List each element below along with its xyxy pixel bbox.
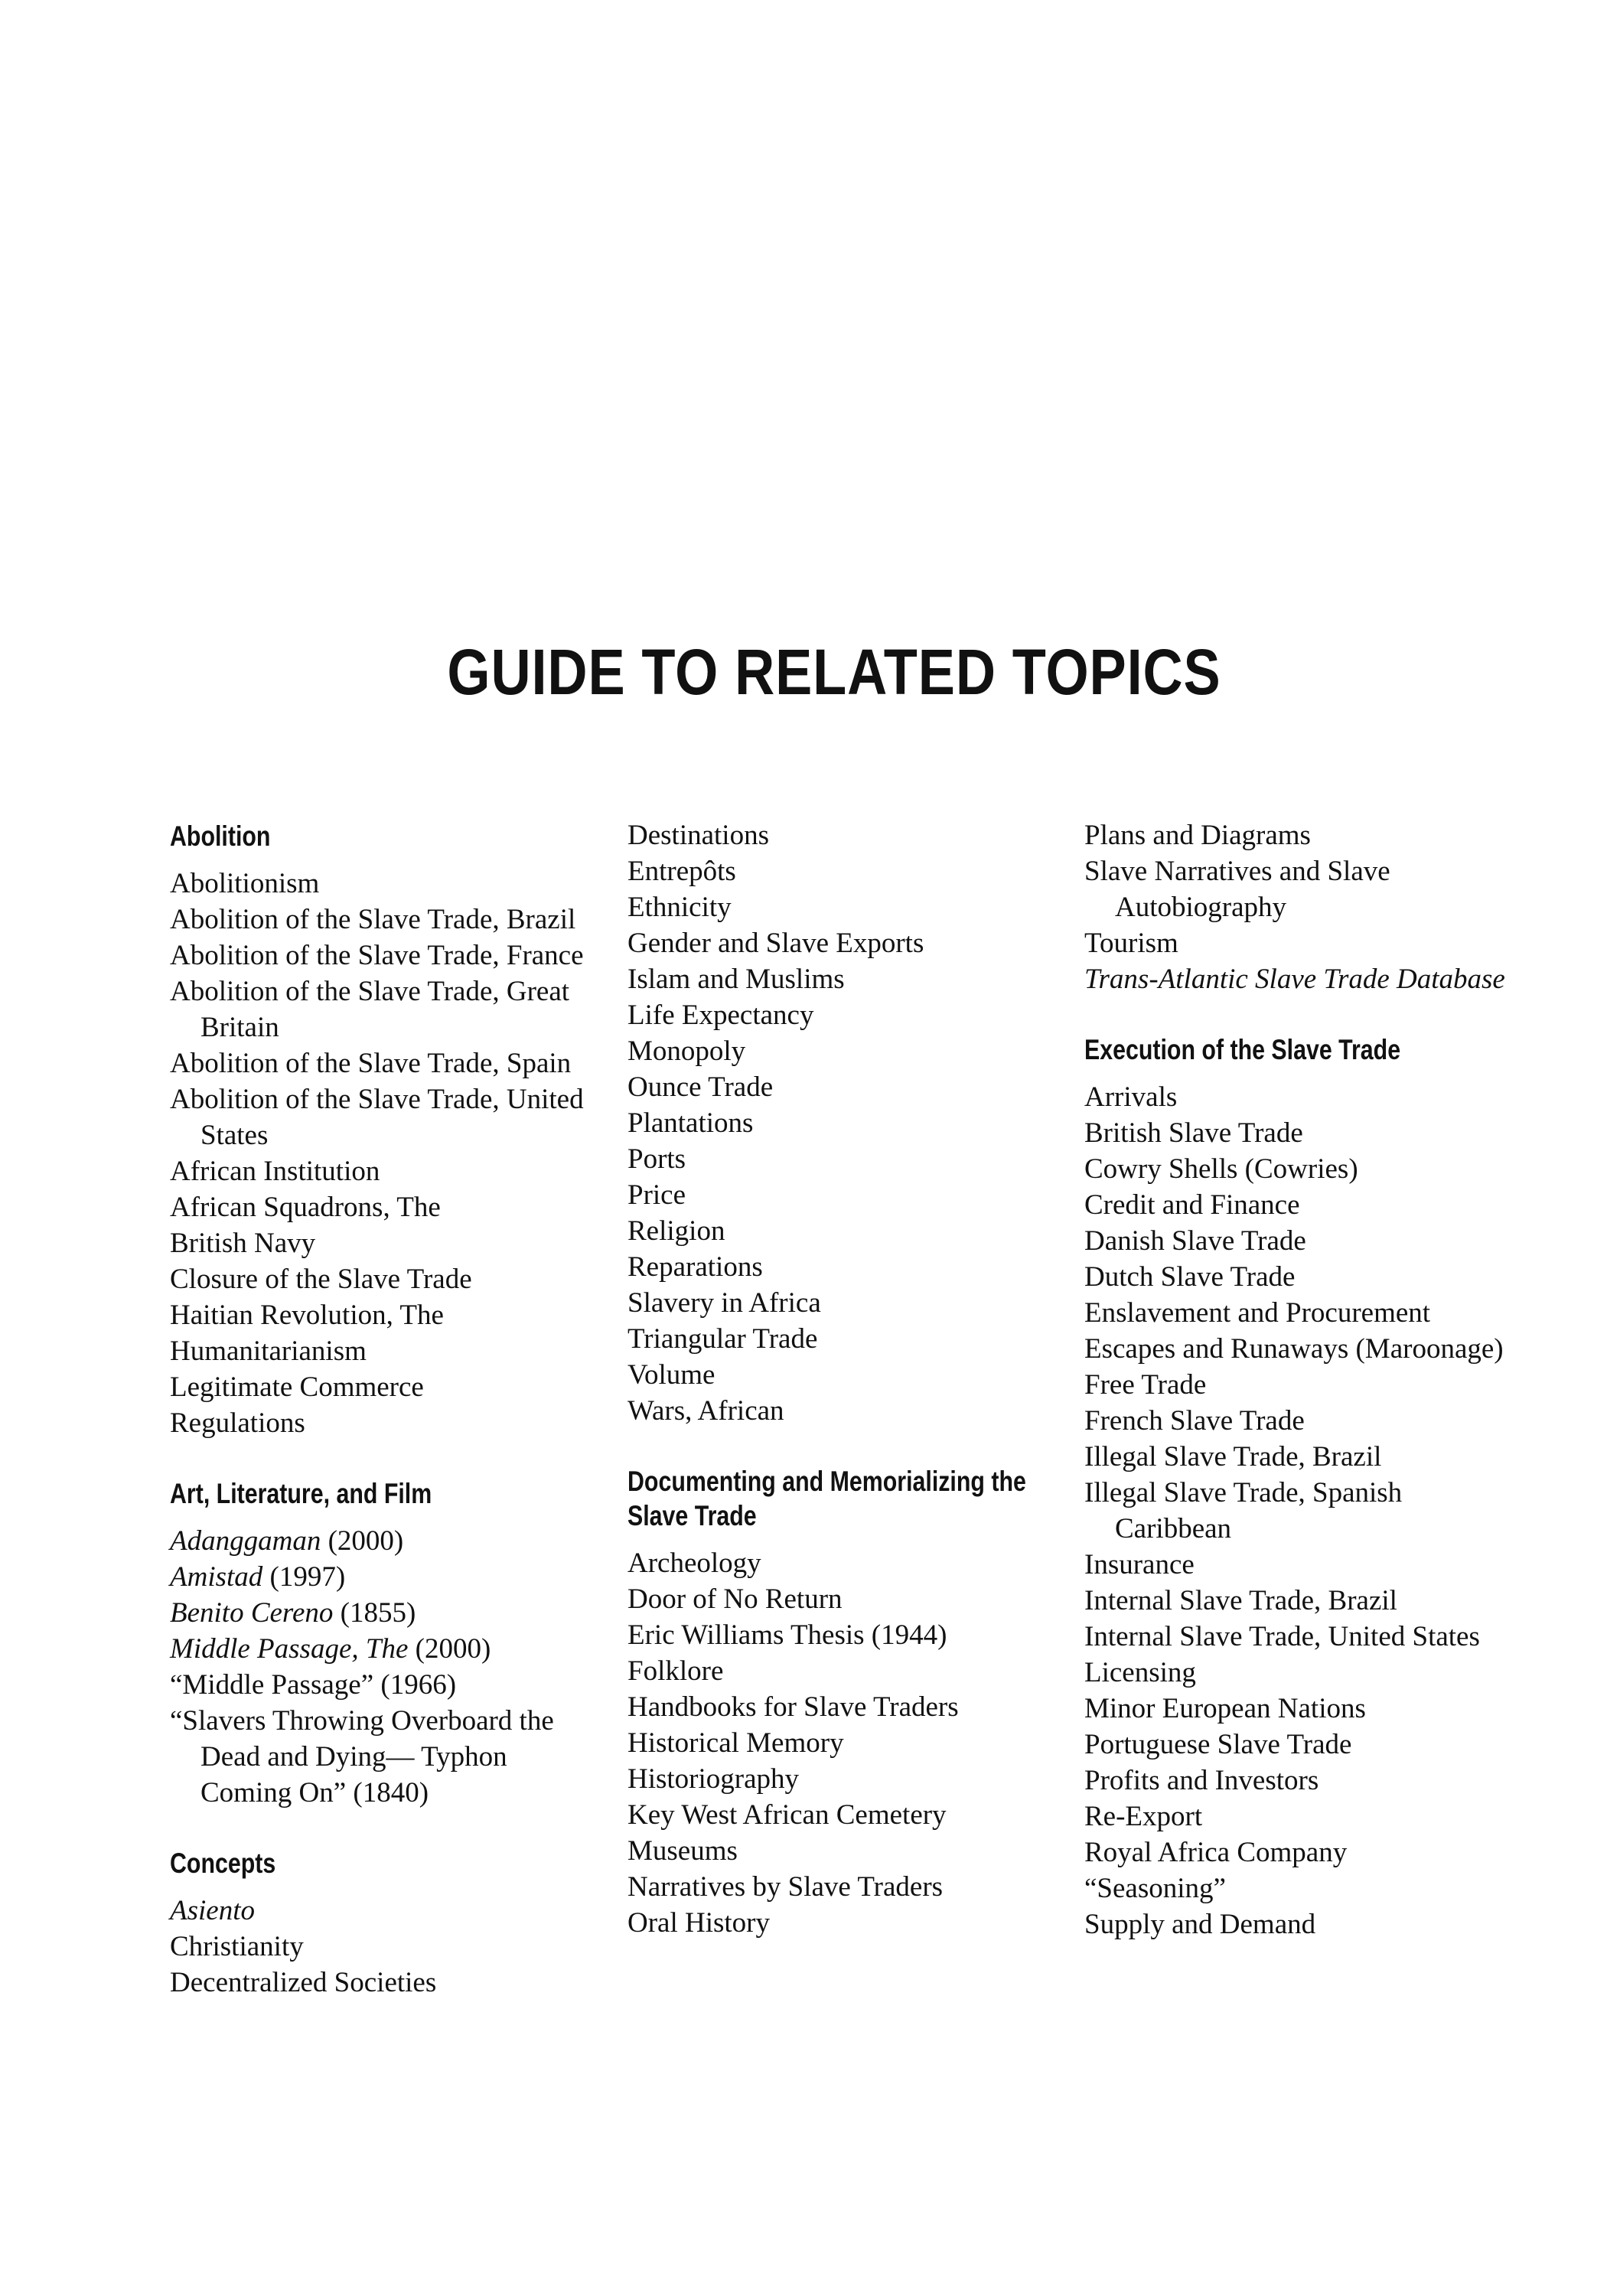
section-heading: Abolition — [170, 820, 271, 852]
topic-entry — [627, 817, 1056, 853]
topic-entry-title: Adanggaman — [170, 1525, 321, 1557]
topic-entry — [170, 974, 598, 1045]
topic-entry-text: (1855) — [333, 1597, 416, 1629]
topic-entry-text: Credit and Finance — [1084, 1189, 1300, 1221]
topic-entry-text: “Seasoning” — [1084, 1873, 1226, 1904]
topic-entry — [170, 1523, 598, 1559]
topic-entry — [1084, 1475, 1513, 1547]
topic-entry-text: Insurance — [1084, 1549, 1195, 1580]
topic-entry-text: Minor European Nations — [1084, 1693, 1366, 1724]
topic-entry-text: Islam and Muslims — [627, 964, 845, 995]
topic-entry — [1084, 1295, 1513, 1331]
topic-entry — [627, 1357, 1056, 1393]
topic-entry-text: “Middle Passage” (1966) — [170, 1669, 457, 1701]
topic-entry — [1084, 1583, 1513, 1619]
topic-entry-text: Christianity — [170, 1931, 304, 1962]
topic-entry — [627, 1321, 1056, 1357]
topic-entry-text: Folklore — [627, 1655, 724, 1687]
topic-entry-text: Profits and Investors — [1084, 1765, 1319, 1796]
topic-entry-text: (1997) — [262, 1561, 346, 1593]
topic-entry-text: Plans and Diagrams — [1084, 820, 1311, 851]
topic-entry-text: Abolition of the Slave Trade, Great Britain — [170, 976, 570, 1043]
topic-entry — [1084, 1331, 1513, 1367]
topic-entry — [627, 1725, 1056, 1761]
topic-entry-text: Supply and Demand — [1084, 1909, 1316, 1940]
topic-entry-text: Abolition of the Slave Trade, United States — [170, 1084, 584, 1151]
topic-entry — [627, 1545, 1056, 1581]
topic-entry-title: Amistad — [170, 1561, 263, 1593]
topic-section — [1084, 1032, 1513, 1942]
topic-entry-text: Plantations — [627, 1107, 754, 1139]
topic-entry — [170, 1153, 598, 1189]
topic-entry-text: French Slave Trade — [1084, 1405, 1305, 1437]
topic-entry — [1084, 1079, 1513, 1115]
topic-entry — [170, 1081, 598, 1153]
topic-entry — [627, 1797, 1056, 1833]
topic-entry-text: Gender and Slave Exports — [627, 928, 924, 959]
topic-entry-text: Internal Slave Trade, Brazil — [1084, 1585, 1397, 1616]
topic-entry — [627, 1213, 1056, 1249]
topic-entry-text: Decentralized Societies — [170, 1967, 437, 1998]
topic-entry-title: Benito Cereno — [170, 1597, 334, 1629]
topic-entry — [627, 1653, 1056, 1689]
topic-entry-text: Museums — [627, 1835, 738, 1867]
topic-entry — [170, 1189, 598, 1225]
topic-entry — [627, 1761, 1056, 1797]
topic-entry-text: Eric Williams Thesis (1944) — [627, 1619, 947, 1651]
section-heading: Concepts — [170, 1848, 276, 1879]
topic-entry — [170, 1631, 598, 1667]
page-title: GUIDE TO RELATED TOPICS — [447, 636, 1221, 708]
topic-entry — [1084, 1439, 1513, 1475]
topic-entry-text: Life Expectancy — [627, 1000, 814, 1031]
topic-entry-text: Licensing — [1084, 1657, 1196, 1688]
topic-entry-text: Historiography — [627, 1763, 800, 1795]
topic-entry-text: Re-Export — [1084, 1801, 1203, 1832]
topic-entry-text: Arrivals — [1084, 1081, 1178, 1113]
topic-entry — [1084, 1835, 1513, 1870]
topic-entry-text: Wars, African — [627, 1395, 784, 1427]
topic-entry-text: Historical Memory — [627, 1727, 844, 1759]
topic-section — [170, 1846, 598, 2001]
topic-entry-text: Abolition of the Slave Trade, Brazil — [170, 904, 576, 935]
topic-entry-text: Escapes and Runaways (Maroonage) — [1084, 1333, 1504, 1365]
topic-entry — [170, 1595, 598, 1631]
topic-entry-text: Abolitionism — [170, 868, 320, 899]
topic-entry-text: Key West African Cemetery — [627, 1799, 947, 1831]
topic-entry-text: African Squadrons, The — [170, 1192, 441, 1223]
topic-entry-text: Cowry Shells (Cowries) — [1084, 1153, 1358, 1185]
topic-entry-text: Abolition of the Slave Trade, Spain — [170, 1048, 572, 1079]
topic-entry-text: Oral History — [627, 1907, 770, 1939]
topic-entry — [1084, 1259, 1513, 1295]
topic-entry — [627, 1869, 1056, 1905]
topic-section — [627, 1464, 1056, 1941]
topic-entry — [170, 1703, 598, 1811]
section-heading: Art, Literature, and Film — [170, 1478, 432, 1509]
topic-entry — [1084, 1870, 1513, 1906]
topic-entry-text: Price — [627, 1179, 686, 1211]
topic-entry-text: (2000) — [408, 1633, 491, 1665]
topic-entry — [1084, 1763, 1513, 1799]
topic-entry-text: Archeology — [627, 1548, 761, 1579]
topic-entry-text: Triangular Trade — [627, 1323, 818, 1355]
topic-entry-text: Entrepôts — [627, 856, 736, 887]
topic-entry — [1084, 1223, 1513, 1259]
topic-entry — [627, 1141, 1056, 1177]
topic-section — [1084, 817, 1513, 997]
topic-entry — [627, 1177, 1056, 1213]
topic-entry-text: Volume — [627, 1359, 715, 1391]
section-heading: Execution of the Slave Trade — [1084, 1034, 1401, 1065]
topic-entry — [1084, 1691, 1513, 1727]
topic-entry — [170, 1965, 598, 2001]
topic-entry — [170, 1893, 598, 1929]
topic-entry — [627, 1689, 1056, 1725]
topic-entry-text: British Navy — [170, 1228, 316, 1259]
topic-entry — [1084, 1187, 1513, 1223]
topic-entry-text: Regulations — [170, 1407, 305, 1439]
topic-entry-text: Ports — [627, 1143, 686, 1175]
topic-entry — [170, 866, 598, 902]
topic-entry — [170, 1333, 598, 1369]
topic-entry-text: African Institution — [170, 1156, 380, 1187]
topic-entry — [627, 1905, 1056, 1941]
topic-entry-text: Abolition of the Slave Trade, France — [170, 940, 584, 971]
topic-entry — [627, 1833, 1056, 1869]
topic-section — [170, 1476, 598, 1811]
topic-entry — [170, 1559, 598, 1595]
topic-section — [627, 817, 1056, 1429]
topic-entry — [1084, 1547, 1513, 1583]
topic-section — [170, 819, 598, 1441]
topic-entry-text: Ethnicity — [627, 892, 732, 923]
topic-entry-text: Legitimate Commerce — [170, 1371, 424, 1403]
topic-entry-text: Free Trade — [1084, 1369, 1207, 1401]
topic-entry — [170, 938, 598, 974]
topic-entry — [627, 1033, 1056, 1069]
topic-entry — [170, 1667, 598, 1703]
topic-entry — [627, 1581, 1056, 1617]
topic-entry — [1084, 1403, 1513, 1439]
topic-entry — [1084, 1799, 1513, 1835]
topic-entry — [170, 1405, 598, 1441]
topic-entry — [627, 889, 1056, 925]
topic-entry-text: Humanitarianism — [170, 1336, 367, 1367]
topic-entry-text: Door of No Return — [627, 1583, 843, 1615]
topic-entry-text: Closure of the Slave Trade — [170, 1264, 472, 1295]
topic-entry — [1084, 1367, 1513, 1403]
topic-entry-text: Enslavement and Procurement — [1084, 1297, 1431, 1329]
topic-entry-text: “Slavers Throwing Overboard the Dead and Dying— Typhon Coming On” (1840) — [170, 1705, 554, 1808]
topic-entry — [627, 1069, 1056, 1105]
topic-entry — [1084, 1115, 1513, 1151]
topic-column-3 — [1084, 817, 1513, 1942]
topic-entry-text: Haitian Revolution, The — [170, 1300, 444, 1331]
topic-entry-text: Narratives by Slave Traders — [627, 1871, 944, 1903]
topic-entry-text: Tourism — [1084, 928, 1178, 959]
topic-entry — [627, 853, 1056, 889]
topic-entry — [170, 1929, 598, 1965]
topic-entry-text: Monopoly — [627, 1035, 746, 1067]
topic-entry-text: Illegal Slave Trade, Brazil — [1084, 1441, 1382, 1473]
topic-entry-text: Dutch Slave Trade — [1084, 1261, 1296, 1293]
topic-entry-text: Slavery in Africa — [627, 1287, 821, 1319]
topic-entry-text: Internal Slave Trade, United States — [1084, 1621, 1480, 1652]
topic-entry — [1084, 853, 1513, 925]
topic-entry-text: Handbooks for Slave Traders — [627, 1691, 959, 1723]
topic-entry — [170, 1369, 598, 1405]
topic-entry — [1084, 817, 1513, 853]
topic-entry — [170, 1225, 598, 1261]
topic-entry — [1084, 1655, 1513, 1691]
topic-entry — [627, 997, 1056, 1033]
topic-entry-text: Danish Slave Trade — [1084, 1225, 1306, 1257]
topic-entry-text: Religion — [627, 1215, 725, 1247]
topic-entry — [627, 1105, 1056, 1141]
topic-entry — [627, 1249, 1056, 1285]
section-heading: Documenting and Memorializing the Slave Trade — [627, 1466, 1026, 1531]
topic-entry — [1084, 1906, 1513, 1942]
topic-entry-text: Portuguese Slave Trade — [1084, 1729, 1352, 1760]
topic-entry-text: Slave Narratives and Slave Autobiography — [1084, 856, 1390, 923]
topic-entry-text: British Slave Trade — [1084, 1117, 1303, 1149]
topic-entry-title: Trans-Atlantic Slave Trade Database — [1084, 964, 1505, 995]
topic-entry-text: Royal Africa Company — [1084, 1837, 1348, 1868]
topic-entry — [1084, 1151, 1513, 1187]
topic-entry-text: Illegal Slave Trade, Spanish Caribbean — [1084, 1477, 1403, 1544]
topic-column-1 — [170, 819, 598, 2001]
topic-entry — [1084, 925, 1513, 961]
topic-entry-title: Asiento — [170, 1895, 255, 1926]
topic-entry — [170, 1297, 598, 1333]
topic-entry — [1084, 961, 1513, 997]
topic-entry — [627, 925, 1056, 961]
topic-entry-title: Middle Passage, The — [170, 1633, 409, 1665]
topic-entry — [627, 961, 1056, 997]
topic-entry — [170, 902, 598, 938]
topic-entry — [627, 1285, 1056, 1321]
topic-column-2 — [627, 817, 1056, 1941]
topic-entry — [627, 1617, 1056, 1653]
topic-entry — [627, 1393, 1056, 1429]
topic-entry — [170, 1045, 598, 1081]
topic-entry-text: Destinations — [627, 820, 769, 851]
topic-entry — [1084, 1619, 1513, 1655]
topic-entry — [1084, 1727, 1513, 1763]
topic-entry — [170, 1261, 598, 1297]
topic-entry-text: Ounce Trade — [627, 1071, 774, 1103]
topic-entry-text: Reparations — [627, 1251, 763, 1283]
topic-entry-text: (2000) — [321, 1525, 404, 1557]
